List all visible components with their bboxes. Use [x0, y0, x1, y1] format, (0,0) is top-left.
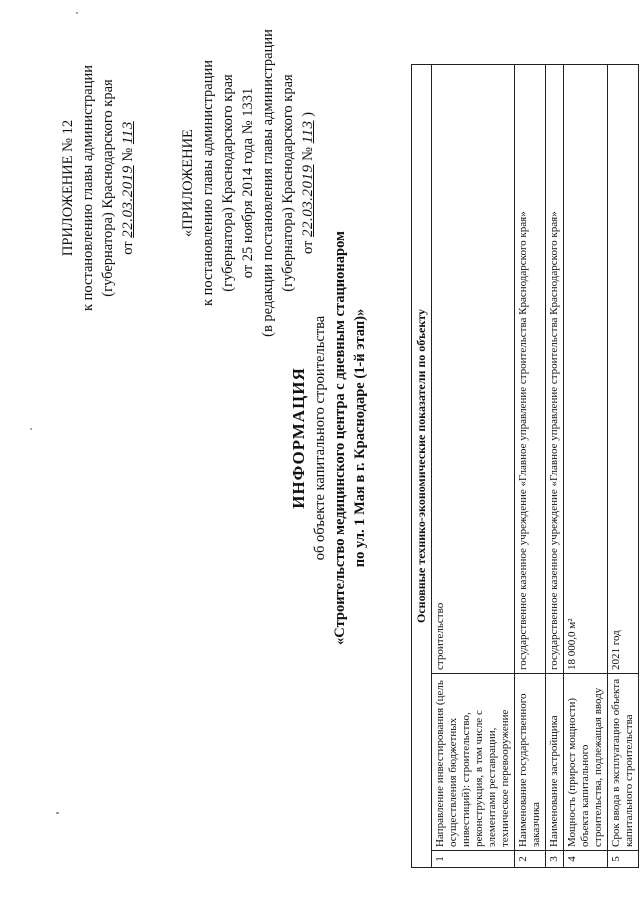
row-value: государственное казенное учреждение «Главное управление строительства Краснодарского края»	[546, 65, 564, 674]
row-number: 1	[432, 851, 515, 868]
row-value: строительство	[432, 65, 515, 674]
appendix-line: к постановлению главы администрации	[200, 59, 216, 307]
appendix-line: (губернатора) Краснодарского края	[220, 74, 236, 292]
row-number: 2	[515, 851, 546, 868]
appendix-12-block	[58, 38, 138, 338]
document-title: ИНФОРМАЦИЯ	[289, 367, 308, 509]
table-row	[546, 65, 564, 868]
table-row	[515, 65, 546, 868]
table-row	[608, 65, 639, 868]
row-number: 3	[546, 851, 564, 868]
row-value: 18 000,0 м²	[564, 65, 608, 674]
appendix-line: (губернатора) Краснодарского края	[280, 74, 296, 292]
handwritten-number: 113	[300, 120, 316, 144]
rotated-document	[18, 18, 635, 868]
handwritten-date: 22.03.2019	[300, 164, 316, 237]
row-label: Срок ввода в эксплуатацию объекта капитального строительства	[608, 674, 639, 851]
scan-speck	[76, 12, 78, 14]
row-value: государственное казенное учреждение «Главное управление строительства Краснодарского края»	[515, 65, 546, 674]
handwritten-number: 113	[120, 121, 136, 145]
row-number: 5	[608, 851, 639, 868]
appendix-line: (в редакции постановления главы администрации	[260, 29, 276, 337]
row-label: Направление инвестирования (цель осуществления бюджетных инвестиций): строительство, реконструкция, в том числе с элементами реставрации, техническое перевооружение	[432, 674, 515, 851]
appendix-12-title: ПРИЛОЖЕНИЕ № 12	[60, 119, 76, 257]
handwritten-date: 22.03.2019	[120, 165, 136, 238]
object-name-line: «Строительство медицинского центра с дневным стационаром	[332, 231, 348, 645]
table-header: Основные технико-экономические показатели по объекту	[412, 65, 432, 868]
appendix-12-line: к постановлению главы администрации	[80, 64, 96, 312]
appendix-line: от 25 ноября 2014 года № 1331	[240, 87, 256, 279]
table-row	[432, 65, 515, 868]
row-label: Мощность (прирост мощности) объекта капитального строительства, подлежащая вводу	[564, 674, 608, 851]
document-subtitle: об объекте капитального строительства	[312, 315, 328, 561]
row-value: 2021 год	[608, 65, 639, 674]
appendix-title: «ПРИЛОЖЕНИЕ	[180, 129, 196, 237]
appendix-12-line: (губернатора) Краснодарского края	[100, 79, 116, 297]
appendix-date-line: от 22.03.2019 № 113 )	[300, 112, 316, 254]
table-row	[564, 65, 608, 868]
row-label: Наименование застройщика	[546, 674, 564, 851]
appendix-12-date-line: от 22.03.2019 № 113	[120, 121, 136, 255]
indicators-table	[411, 64, 639, 868]
row-number: 4	[564, 851, 608, 868]
object-name-line: по ул. 1 Мая в г. Краснодаре (1-й этап)»	[352, 308, 368, 568]
document-heading	[288, 178, 370, 698]
row-label: Наименование государственного заказчика	[515, 674, 546, 851]
